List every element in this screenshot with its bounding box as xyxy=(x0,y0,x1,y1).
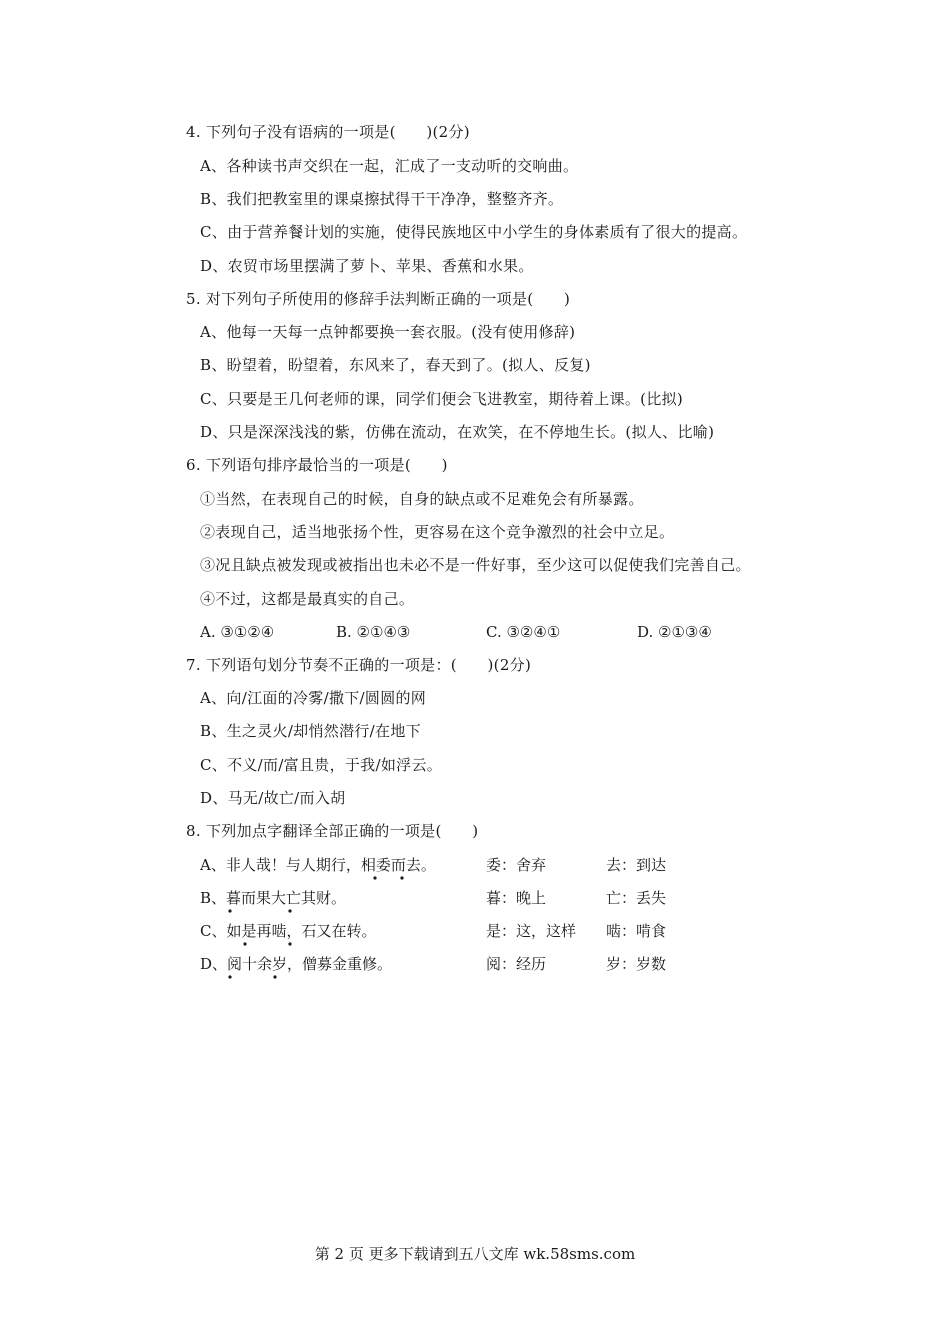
question-6-sentence-1: ①当然，在表现自己的时候，自身的缺点或不足难免会有所暴露。 xyxy=(200,490,644,508)
question-4-option-b: B、我们把教室里的课桌擦拭得干干净净，整整齐齐。 xyxy=(200,190,564,208)
emphasis-dot xyxy=(373,876,376,879)
question-8-sentence-b: B、暮而果大亡其财。 xyxy=(200,889,347,907)
question-6-sentence-2: ②表现自己，适当地张扬个性，更容易在这个竞争激烈的社会中立足。 xyxy=(200,523,675,541)
question-8-gloss-a-2: 去：到达 xyxy=(606,856,667,874)
question-7-option-b: B、生之灵火/却悄然潜行/在地下 xyxy=(200,722,421,740)
question-8-gloss-b-2: 亡：丢失 xyxy=(606,889,667,907)
question-5-option-a: A、他每一天每一点钟都要换一套衣服。(没有使用修辞) xyxy=(200,323,576,341)
question-6-sentence-3: ③况且缺点被发现或被指出也未必不是一件好事，至少这可以促使我们完善自己。 xyxy=(200,556,751,574)
question-5-option-d: D、只是深深浅浅的紫，仿佛在流动，在欢笑，在不停地生长。(拟人、比喻) xyxy=(200,423,715,441)
question-8-gloss-b-1: 暮：晚上 xyxy=(486,889,547,907)
question-6-choice-c: C. ③②④① xyxy=(486,623,561,641)
emphasis-dot xyxy=(243,942,246,945)
question-4-stem: 4. 下列句子没有语病的一项是( )(2分) xyxy=(186,123,470,141)
question-6-choice-a: A. ③①②④ xyxy=(200,623,275,641)
question-4-option-c: C、由于营养餐计划的实施，使得民族地区中小学生的身体素质有了很大的提高。 xyxy=(200,223,748,241)
question-7-stem: 7. 下列语句划分节奏不正确的一项是：( )(2分) xyxy=(186,656,532,674)
question-7-option-c: C、不义/而/富且贵，于我/如浮云。 xyxy=(200,756,443,774)
question-8-gloss-a-1: 委：舍弃 xyxy=(486,856,547,874)
question-7-option-d: D、马无/故亡/而入胡 xyxy=(200,789,346,807)
question-4-option-d: D、农贸市场里摆满了萝卜、苹果、香蕉和水果。 xyxy=(200,257,534,275)
question-5-option-c: C、只要是王几何老师的课，同学们便会飞进教室，期待着上课。(比拟) xyxy=(200,390,684,408)
question-8-gloss-c-2: 啮：啃食 xyxy=(606,922,667,940)
question-8-sentence-d: D、阅十余岁，僧募金重修。 xyxy=(200,955,393,973)
question-8-gloss-d-2: 岁：岁数 xyxy=(606,955,667,973)
question-8-sentence-c: C、如是再啮，石又在转。 xyxy=(200,922,377,940)
emphasis-dot xyxy=(288,909,291,912)
question-4-option-a: A、各种读书声交织在一起，汇成了一支动听的交响曲。 xyxy=(200,157,579,175)
emphasis-dot xyxy=(228,975,231,978)
question-6-choice-d: D. ②①③④ xyxy=(637,623,712,641)
question-8-stem: 8. 下列加点字翻译全部正确的一项是( ) xyxy=(186,822,479,840)
question-5-stem: 5. 对下列句子所使用的修辞手法判断正确的一项是( ) xyxy=(186,290,571,308)
emphasis-dot xyxy=(228,909,231,912)
question-8-gloss-c-1: 是：这，这样 xyxy=(486,922,577,940)
question-5-option-b: B、盼望着，盼望着，东风来了，春天到了。(拟人、反复) xyxy=(200,356,591,374)
emphasis-dot xyxy=(273,975,276,978)
question-6-choice-b: B. ②①④③ xyxy=(336,623,411,641)
emphasis-dot xyxy=(288,942,291,945)
question-7-option-a: A、向/江面的冷雾/撒下/圆圆的网 xyxy=(200,689,427,707)
question-8-sentence-a: A、非人哉！与人期行，相委而去。 xyxy=(200,856,436,874)
question-6-sentence-4: ④不过，这都是最真实的自己。 xyxy=(200,590,415,608)
question-6-stem: 6. 下列语句排序最恰当的一项是( ) xyxy=(186,456,448,474)
emphasis-dot xyxy=(400,876,403,879)
question-8-gloss-d-1: 阅：经历 xyxy=(486,955,547,973)
page-footer: 第 2 页 更多下载请到五八文库 wk.58sms.com xyxy=(314,1245,636,1263)
